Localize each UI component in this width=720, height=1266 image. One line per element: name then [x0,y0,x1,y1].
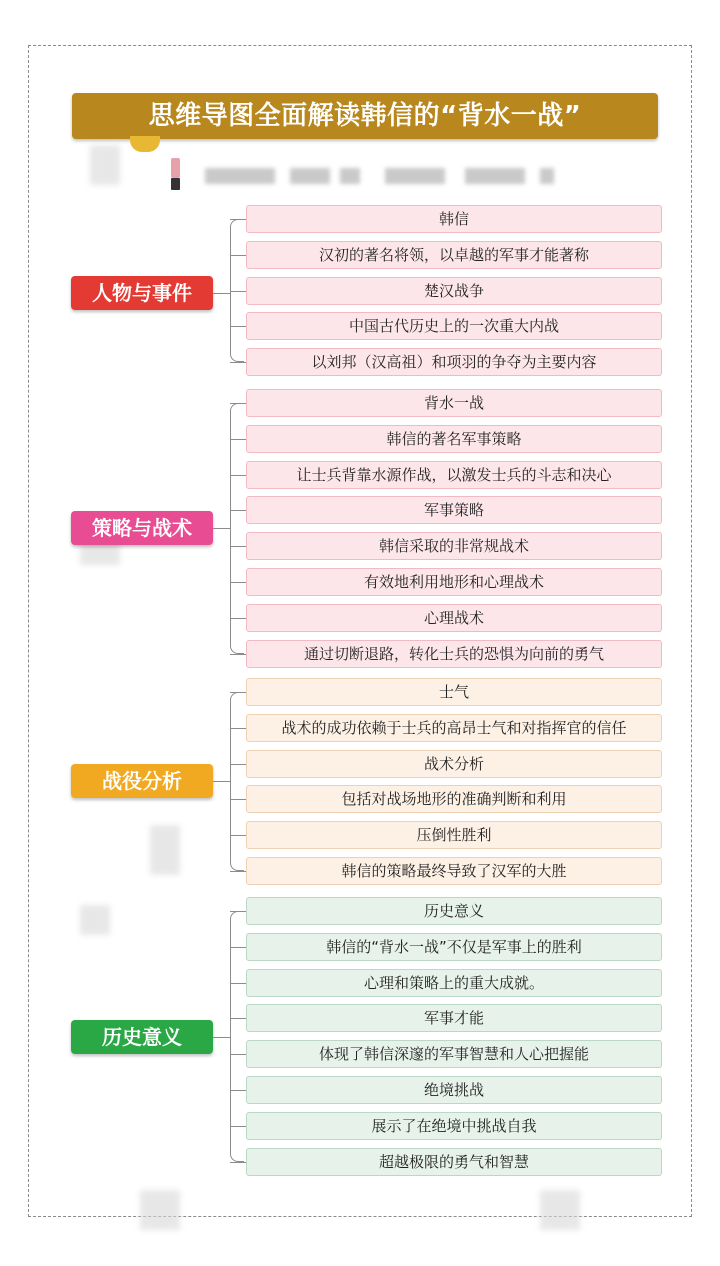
topic-node[interactable]: 战术分析 [246,750,662,778]
branch-bracket [230,219,244,362]
watermark [150,825,180,875]
watermark [90,145,120,185]
topic-node[interactable]: 让士兵背靠水源作战，以激发士兵的斗志和决心 [246,461,662,489]
topic-node[interactable]: 超越极限的勇气和智慧 [246,1148,662,1176]
category-node[interactable]: 策略与战术 [71,511,213,545]
blurred-author-text [205,168,275,184]
category-connector [213,528,230,529]
topic-node[interactable]: 韩信的著名军事策略 [246,425,662,453]
blurred-author-text [340,168,360,184]
topic-node[interactable]: 体现了韩信深邃的军事智慧和人心把握能 [246,1040,662,1068]
topic-node[interactable]: 汉初的著名将领，以卓越的军事才能著称 [246,241,662,269]
blurred-author-text [540,168,554,184]
topic-node[interactable]: 历史意义 [246,897,662,925]
branch-connector [230,1162,246,1163]
branch-bracket [230,911,244,1162]
topic-node[interactable]: 中国古代历史上的一次重大内战 [246,312,662,340]
topic-node[interactable]: 心理和策略上的重大成就。 [246,969,662,997]
topic-node[interactable]: 韩信采取的非常规战术 [246,532,662,560]
branch-bracket [230,692,244,871]
branch-connector [230,871,246,872]
topic-node[interactable]: 军事才能 [246,1004,662,1032]
topic-node[interactable]: 士气 [246,678,662,706]
blurred-author-text [290,168,330,184]
branch-connector [230,362,246,363]
author-avatar-base [171,178,180,190]
topic-node[interactable]: 心理战术 [246,604,662,632]
author-avatar [171,158,180,178]
category-connector [213,781,230,782]
topic-node[interactable]: 韩信 [246,205,662,233]
topic-node[interactable]: 展示了在绝境中挑战自我 [246,1112,662,1140]
topic-node[interactable]: 绝境挑战 [246,1076,662,1104]
watermark [80,905,110,935]
topic-node[interactable]: 战术的成功依赖于士兵的高昂士气和对指挥官的信任 [246,714,662,742]
blurred-author-text [465,168,525,184]
topic-node[interactable]: 以刘邦（汉高祖）和项羽的争夺为主要内容 [246,348,662,376]
branch-connector [230,654,246,655]
category-node[interactable]: 人物与事件 [71,276,213,310]
category-node[interactable]: 历史意义 [71,1020,213,1054]
blurred-author-text [385,168,445,184]
topic-node[interactable]: 韩信的“背水一战”不仅是军事上的胜利 [246,933,662,961]
topic-node[interactable]: 压倒性胜利 [246,821,662,849]
topic-node[interactable]: 军事策略 [246,496,662,524]
topic-node[interactable]: 通过切断退路，转化士兵的恐惧为向前的勇气 [246,640,662,668]
branch-bracket [230,403,244,654]
mindmap-title: 思维导图全面解读韩信的“背水一战” [72,93,658,139]
topic-node[interactable]: 韩信的策略最终导致了汉军的大胜 [246,857,662,885]
category-node[interactable]: 战役分析 [71,764,213,798]
watermark [540,1190,580,1230]
category-connector [213,1037,230,1038]
topic-node[interactable]: 包括对战场地形的准确判断和利用 [246,785,662,813]
watermark [140,1190,180,1230]
topic-node[interactable]: 背水一战 [246,389,662,417]
category-connector [213,293,230,294]
topic-node[interactable]: 楚汉战争 [246,277,662,305]
topic-node[interactable]: 有效地利用地形和心理战术 [246,568,662,596]
